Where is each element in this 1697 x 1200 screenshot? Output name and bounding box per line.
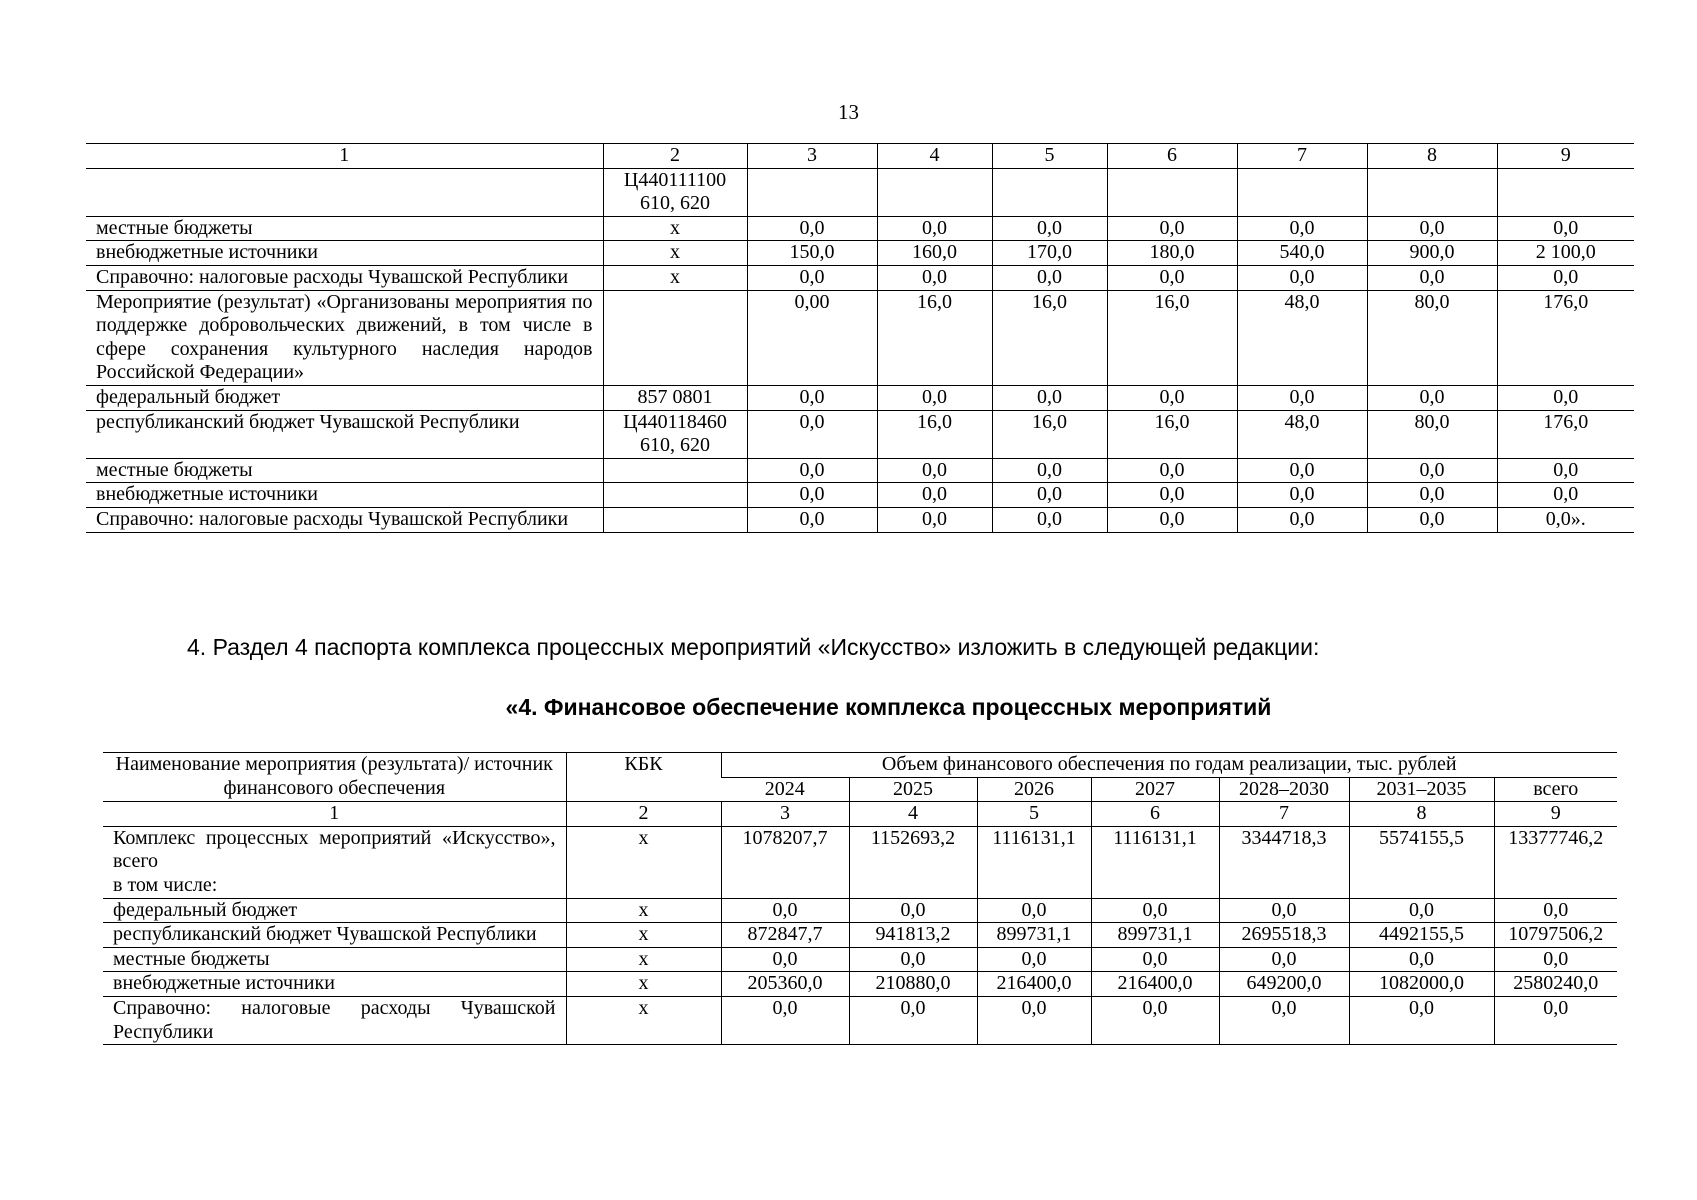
value-cell: 0,0 (1497, 385, 1634, 410)
value-cell: 2580240,0 (1494, 972, 1617, 997)
value-cell: 2 100,0 (1497, 241, 1634, 266)
value-cell (1107, 168, 1237, 216)
column-number-cell: 4 (849, 802, 977, 827)
table-row (86, 168, 1634, 216)
value-cell: 216400,0 (977, 972, 1091, 997)
value-cell: 0,0 (1219, 947, 1349, 972)
value-cell: 3344718,3 (1219, 826, 1349, 898)
table-row (103, 923, 1617, 948)
value-cell: 0,0 (1494, 947, 1617, 972)
value-cell: 0,0 (992, 216, 1107, 241)
value-cell: 0,0 (849, 947, 977, 972)
value-cell: 160,0 (877, 241, 992, 266)
value-cell: 0,0 (877, 483, 992, 508)
table-row (86, 483, 1634, 508)
value-cell: 0,0 (977, 898, 1091, 923)
value-cell: 0,0 (747, 410, 877, 458)
value-cell: 0,0 (877, 507, 992, 532)
column-number-cell: 6 (1107, 144, 1237, 169)
row-name-cell: местные бюджеты (96, 458, 253, 481)
table-row (86, 385, 1634, 410)
column-number-cell: 3 (721, 802, 849, 827)
value-cell: 649200,0 (1219, 972, 1349, 997)
value-cell: 0,0 (1237, 483, 1367, 508)
value-cell: 941813,2 (849, 923, 977, 948)
value-cell: 1116131,1 (1091, 826, 1219, 898)
row-name-cell (86, 168, 603, 216)
row-name-cell: Справочно: налоговые расходы Чувашской Республики (96, 265, 569, 288)
header-row (103, 753, 1617, 778)
table-row (103, 996, 1617, 1044)
value-cell: 180,0 (1107, 241, 1237, 266)
value-cell: 0,0 (992, 483, 1107, 508)
value-cell: 900,0 (1367, 241, 1497, 266)
column-number-cell: 6 (1091, 802, 1219, 827)
kbk-cell: х (603, 265, 747, 290)
value-cell (1497, 168, 1634, 216)
value-cell: 48,0 (1237, 290, 1367, 385)
value-cell: 48,0 (1237, 410, 1367, 458)
value-cell: 0,0 (1219, 898, 1349, 923)
value-cell (1237, 168, 1367, 216)
value-cell: 0,0 (1494, 898, 1617, 923)
row-name-cell: федеральный бюджет (96, 385, 281, 408)
value-cell: 0,0 (1349, 996, 1494, 1044)
kbk-cell: х (566, 972, 721, 997)
value-cell: 0,0 (1091, 996, 1219, 1044)
value-cell: 0,0 (747, 458, 877, 483)
value-cell: 0,0 (1367, 483, 1497, 508)
value-cell: 13377746,2 (1494, 826, 1617, 898)
column-number-cell: 5 (992, 144, 1107, 169)
kbk-cell: Ц440118460 610, 620 (603, 410, 747, 458)
value-cell: 80,0 (1367, 410, 1497, 458)
header-name: Наименование мероприятия (результата)/ источник финансового обеспечения (115, 753, 553, 799)
row-name-cell (103, 947, 566, 972)
kbk-cell: 857 0801 (603, 385, 747, 410)
continued-financing-table (86, 143, 1634, 533)
value-cell: 0,0 (1091, 898, 1219, 923)
table-row (103, 898, 1617, 923)
value-cell: 4492155,5 (1349, 923, 1494, 948)
table-row (86, 458, 1634, 483)
value-cell: 0,0 (747, 507, 877, 532)
column-number-cell: 8 (1367, 144, 1497, 169)
row-name-cell (103, 826, 566, 898)
year-cell: 2026 (977, 777, 1091, 802)
value-cell: 0,0 (721, 898, 849, 923)
value-cell: 1082000,0 (1349, 972, 1494, 997)
value-cell: 0,0 (1367, 265, 1497, 290)
row-name-cell: внебюджетные источники (96, 241, 318, 264)
column-number-cell: 4 (877, 144, 992, 169)
value-cell: 176,0 (1497, 410, 1634, 458)
value-cell: 176,0 (1497, 290, 1634, 385)
column-number-cell: 3 (747, 144, 877, 169)
column-number-cell: 1 (339, 144, 350, 166)
row-name-cell: местные бюджеты (96, 216, 253, 239)
value-cell: 0,00 (747, 290, 877, 385)
value-cell: 0,0 (1367, 458, 1497, 483)
value-cell: 150,0 (747, 241, 877, 266)
row-name-cell: внебюджетные источники (96, 483, 318, 506)
value-cell: 0,0». (1497, 507, 1634, 532)
kbk-cell: х (566, 996, 721, 1044)
value-cell: 1078207,7 (721, 826, 849, 898)
value-cell: 0,0 (1367, 385, 1497, 410)
row-name: федеральный бюджет (113, 898, 298, 921)
year-cell: 2027 (1091, 777, 1219, 802)
row-name: внебюджетные источники (113, 972, 335, 995)
value-cell: 0,0 (721, 996, 849, 1044)
year-cell: всего (1494, 777, 1617, 802)
value-cell: 0,0 (1367, 216, 1497, 241)
page-number: 13 (838, 100, 859, 124)
table-row (86, 290, 1634, 385)
row-name-cell: республиканский бюджет Чувашской Республики (96, 410, 520, 433)
column-number-cell: 8 (1349, 802, 1494, 827)
value-cell: 0,0 (992, 507, 1107, 532)
value-cell: 0,0 (1349, 898, 1494, 923)
column-number-cell: 2 (603, 144, 747, 169)
row-name-cell (103, 996, 566, 1044)
value-cell: 0,0 (747, 265, 877, 290)
value-cell (747, 168, 877, 216)
value-cell: 16,0 (877, 410, 992, 458)
column-number-cell: 7 (1219, 802, 1349, 827)
kbk-cell: х (603, 241, 747, 266)
value-cell: 0,0 (1497, 216, 1634, 241)
kbk-cell: Ц440111100 610, 620 (603, 168, 747, 216)
kbk-cell: х (566, 923, 721, 948)
year-cell: 2025 (849, 777, 977, 802)
kbk-cell: х (566, 947, 721, 972)
value-cell: 0,0 (849, 996, 977, 1044)
row-name: местные бюджеты (113, 947, 270, 970)
value-cell: 16,0 (1107, 410, 1237, 458)
kbk-cell (603, 507, 747, 532)
value-cell: 0,0 (1237, 458, 1367, 483)
value-cell: 0,0 (1107, 507, 1237, 532)
value-cell: 0,0 (1237, 265, 1367, 290)
value-cell: 0,0 (992, 265, 1107, 290)
value-cell: 899731,1 (977, 923, 1091, 948)
value-cell: 540,0 (1237, 241, 1367, 266)
value-cell: 0,0 (877, 385, 992, 410)
value-cell: 0,0 (1497, 483, 1634, 508)
value-cell: 0,0 (1107, 265, 1237, 290)
value-cell: 0,0 (1349, 947, 1494, 972)
column-number-cell: 1 (329, 802, 340, 825)
kbk-cell (603, 483, 747, 508)
value-cell: 0,0 (1237, 507, 1367, 532)
section-title: «4. Финансовое обеспечение комплекса процессных мероприятий (505, 694, 1272, 720)
value-cell: 872847,7 (721, 923, 849, 948)
table-row (86, 241, 1634, 266)
value-cell: 0,0 (1237, 216, 1367, 241)
value-cell: 0,0 (1091, 947, 1219, 972)
value-cell: 0,0 (877, 216, 992, 241)
row-name-cell (103, 923, 566, 948)
column-number-cell: 2 (566, 802, 721, 827)
header-volume: Объем финансового обеспечения по годам реализации, тыс. рублей (721, 753, 1617, 778)
kbk-cell: х (566, 826, 721, 898)
kbk-cell (603, 290, 747, 385)
value-cell: 0,0 (1107, 216, 1237, 241)
value-cell: 0,0 (1494, 996, 1617, 1044)
value-cell: 16,0 (992, 290, 1107, 385)
value-cell: 0,0 (1107, 483, 1237, 508)
value-cell: 170,0 (992, 241, 1107, 266)
value-cell: 0,0 (1219, 996, 1349, 1044)
table-row (86, 216, 1634, 241)
column-number-cell: 5 (977, 802, 1091, 827)
table-row (86, 410, 1634, 458)
value-cell: 899731,1 (1091, 923, 1219, 948)
value-cell: 0,0 (747, 483, 877, 508)
column-number-cell: 7 (1237, 144, 1367, 169)
value-cell: 0,0 (849, 898, 977, 923)
value-cell: 210880,0 (849, 972, 977, 997)
value-cell: 216400,0 (1091, 972, 1219, 997)
value-cell: 0,0 (721, 947, 849, 972)
value-cell (1367, 168, 1497, 216)
value-cell: 0,0 (1107, 458, 1237, 483)
kbk-cell (603, 458, 747, 483)
value-cell: 0,0 (977, 996, 1091, 1044)
value-cell: 1152693,2 (849, 826, 977, 898)
table-row (103, 972, 1617, 997)
value-cell (992, 168, 1107, 216)
value-cell: 0,0 (747, 385, 877, 410)
value-cell: 0,0 (992, 385, 1107, 410)
value-cell: 10797506,2 (1494, 923, 1617, 948)
value-cell: 16,0 (877, 290, 992, 385)
instruction-text: 4. Раздел 4 паспорта комплекса процессных мероприятий «Искусство» изложить в следующей редакции: (187, 634, 1320, 660)
financing-table (103, 752, 1617, 1045)
year-cell: 2028–2030 (1219, 777, 1349, 802)
row-name: Справочно: налоговые расходы Чувашской Республики (113, 996, 556, 1043)
value-cell: 5574155,5 (1349, 826, 1494, 898)
value-cell: 80,0 (1367, 290, 1497, 385)
numbering-row (103, 802, 1617, 827)
value-cell: 0,0 (1237, 385, 1367, 410)
row-name-cell (103, 972, 566, 997)
value-cell: 0,0 (1497, 265, 1634, 290)
value-cell: 0,0 (1367, 507, 1497, 532)
header-kbk: КБК (566, 753, 721, 802)
kbk-cell: х (566, 898, 721, 923)
header-row (86, 144, 1634, 169)
value-cell: 0,0 (1497, 458, 1634, 483)
column-number-cell: 9 (1497, 144, 1634, 169)
table-row (103, 947, 1617, 972)
row-name-cell: Мероприятие (результат) «Организованы мероприятия по поддержке добровольческих движений, в том числе в сфере сохранения культурного наследия народов Российской Федерации» (96, 290, 593, 384)
row-name-cell: Справочно: налоговые расходы Чувашской Республики (96, 507, 569, 530)
row-name-cell (103, 898, 566, 923)
table-row (86, 265, 1634, 290)
year-cell: 2024 (764, 777, 805, 800)
year-cell: 2031–2035 (1349, 777, 1494, 802)
table-row (103, 826, 1617, 898)
row-name-extra: в том числе: (113, 873, 218, 896)
value-cell: 2695518,3 (1219, 923, 1349, 948)
value-cell: 0,0 (977, 947, 1091, 972)
value-cell: 16,0 (992, 410, 1107, 458)
row-name: Комплекс процессных мероприятий «Искусство», всего (113, 826, 556, 873)
row-name: республиканский бюджет Чувашской Республики (113, 923, 537, 946)
value-cell: 0,0 (877, 458, 992, 483)
value-cell: 0,0 (992, 458, 1107, 483)
table-row (86, 507, 1634, 532)
value-cell: 0,0 (1107, 385, 1237, 410)
column-number-cell: 9 (1494, 802, 1617, 827)
kbk-cell: х (603, 216, 747, 241)
value-cell: 205360,0 (721, 972, 849, 997)
value-cell: 0,0 (747, 216, 877, 241)
value-cell (877, 168, 992, 216)
value-cell: 16,0 (1107, 290, 1237, 385)
value-cell: 0,0 (877, 265, 992, 290)
value-cell: 1116131,1 (977, 826, 1091, 898)
